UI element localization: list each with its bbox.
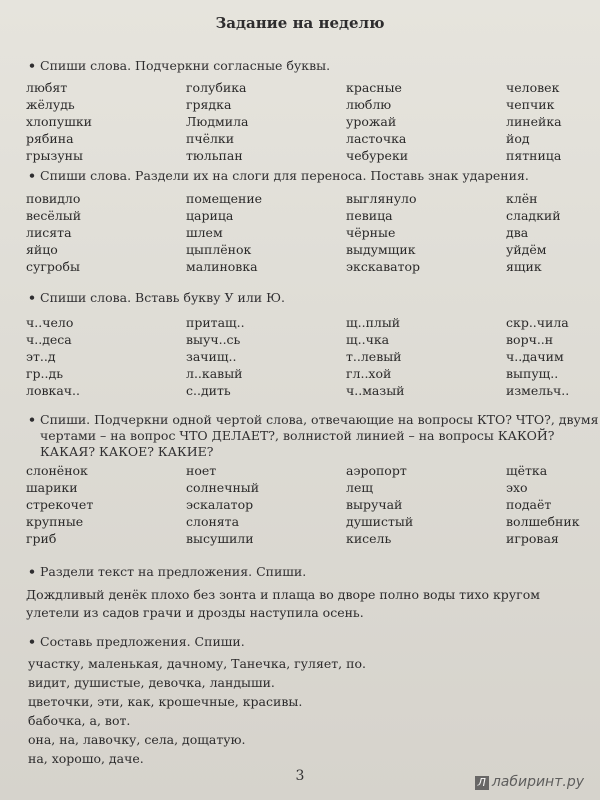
word: аэропорт xyxy=(346,463,407,478)
word: кисель xyxy=(346,531,392,546)
word: зачищ.. xyxy=(186,349,237,364)
word-column xyxy=(506,79,600,164)
word: ворч..н xyxy=(506,332,554,347)
word: грызуны xyxy=(26,148,83,163)
word: подаёт xyxy=(506,497,552,512)
word-column xyxy=(186,462,346,547)
word: с..дить xyxy=(186,383,231,398)
word: ч..мазый xyxy=(346,383,405,398)
word: слонёнок xyxy=(26,463,88,478)
word: слонята xyxy=(186,514,240,529)
word: скр..чила xyxy=(506,315,569,330)
labirint-logo-icon: Л xyxy=(475,776,489,790)
word: люблю xyxy=(346,97,392,112)
word: лисята xyxy=(26,225,72,240)
word: т..левый xyxy=(346,349,402,364)
task-2-instruction: • Спиши слова. Раздели их на слоги для переноса. Поставь знак ударения. xyxy=(28,168,529,183)
word: ласточка xyxy=(346,131,407,146)
word: выдумщик xyxy=(346,242,416,257)
word: красные xyxy=(346,80,402,95)
word: пятница xyxy=(506,148,562,163)
word: ноет xyxy=(186,463,217,478)
word: чепчик xyxy=(506,97,555,112)
word-column xyxy=(346,190,506,275)
word: малиновка xyxy=(186,259,258,274)
text-line: улетели из садов грачи и дрозды наступила осень. xyxy=(26,605,364,620)
task-5-instruction: • Раздели текст на предложения. Спиши. xyxy=(28,564,307,579)
word: притащ.. xyxy=(186,315,245,330)
word: ящик xyxy=(506,259,542,274)
word: душистый xyxy=(346,514,414,529)
word: Людмила xyxy=(186,114,249,129)
task-4-instruction-line-2: чертами – на вопрос ЧТО ДЕЛАЕТ?, волнистой линией – на вопросы КАКОЙ? xyxy=(40,428,555,443)
word: эт..д xyxy=(26,349,56,364)
sentence-line: на, хорошо, даче. xyxy=(28,751,144,766)
word-column xyxy=(26,462,186,547)
page-number: 3 xyxy=(295,768,305,784)
word: волшебник xyxy=(506,514,580,529)
word: ч..дачим xyxy=(506,349,564,364)
text-line: Дождливый денёк плохо без зонта и плаща во дворе полно воды тихо кругом xyxy=(26,587,540,602)
task-5-label: Раздели текст на предложения. Спиши. xyxy=(40,564,307,579)
word: высушили xyxy=(186,531,254,546)
word: яйцо xyxy=(26,242,58,257)
word: пчёлки xyxy=(186,131,235,146)
word: сугробы xyxy=(26,259,80,274)
word: эскалатор xyxy=(186,497,254,512)
word: выпущ.. xyxy=(506,366,559,381)
sentence-line: видит, душистые, девочка, ландыши. xyxy=(28,675,275,690)
word: тюльпан xyxy=(186,148,243,163)
word-column xyxy=(346,79,506,164)
task-4-label-line-1: Спиши. Подчеркни одной чертой слова, отвечающие на вопросы КТО? ЧТО?, двумя xyxy=(40,412,599,427)
task-2-label: Спиши слова. Раздели их на слоги для переноса. Поставь знак ударения. xyxy=(40,168,529,183)
word: повидло xyxy=(26,191,81,206)
task-1-word-grid xyxy=(26,79,586,164)
word: царица xyxy=(186,208,234,223)
word: лещ xyxy=(346,480,373,495)
word: жёлудь xyxy=(26,97,75,112)
task-4-word-grid xyxy=(26,462,586,547)
word: голубика xyxy=(186,80,247,95)
word: ловкач.. xyxy=(26,383,80,398)
word: шарики xyxy=(26,480,78,495)
word: гр..дь xyxy=(26,366,63,381)
word: л..кавый xyxy=(186,366,243,381)
word: ч..чело xyxy=(26,315,74,330)
word-column xyxy=(26,79,186,164)
task-3-instruction: • Спиши слова. Вставь букву У или Ю. xyxy=(28,290,285,305)
word: певица xyxy=(346,208,393,223)
sentence-line: участку, маленькая, дачному, Танечка, гуляет, по. xyxy=(28,656,366,671)
word-column xyxy=(346,462,506,547)
word: урожай xyxy=(346,114,397,129)
word-column xyxy=(186,314,346,399)
sentence-line: цветочки, эти, как, крошечные, красивы. xyxy=(28,694,303,709)
word: хлопушки xyxy=(26,114,92,129)
word: измельч.. xyxy=(506,383,570,398)
word: сладкий xyxy=(506,208,561,223)
task-1-label: Спиши слова. Подчеркни согласные буквы. xyxy=(40,58,331,73)
word-column xyxy=(186,190,346,275)
word: цыплёнок xyxy=(186,242,252,257)
word: грядка xyxy=(186,97,232,112)
task-4-instruction-line-3: КАКАЯ? КАКОЕ? КАКИЕ? xyxy=(40,444,214,459)
word: щ..плый xyxy=(346,315,401,330)
word-column xyxy=(186,79,346,164)
word: эхо xyxy=(506,480,528,495)
word: чебуреки xyxy=(346,148,409,163)
page-title: Задание на неделю xyxy=(215,14,385,32)
word: уйдём xyxy=(506,242,547,257)
watermark xyxy=(475,774,584,790)
word-column xyxy=(506,190,600,275)
word: выручай xyxy=(346,497,403,512)
word: гриб xyxy=(26,531,57,546)
word: крупные xyxy=(26,514,84,529)
task-3-label: Спиши слова. Вставь букву У или Ю. xyxy=(40,290,285,305)
word: гл..хой xyxy=(346,366,392,381)
task-6-instruction: • Составь предложения. Спиши. xyxy=(28,634,245,649)
word: йод xyxy=(506,131,530,146)
word: клён xyxy=(506,191,538,206)
word-column xyxy=(506,314,600,399)
task-5-text xyxy=(26,586,586,622)
word: человек xyxy=(506,80,560,95)
word: экскаватор xyxy=(346,259,421,274)
word-column xyxy=(506,462,600,547)
word: солнечный xyxy=(186,480,260,495)
word: чёрные xyxy=(346,225,396,240)
word: помещение xyxy=(186,191,263,206)
sentence-line: бабочка, а, вот. xyxy=(28,713,131,728)
word: весёлый xyxy=(26,208,82,223)
task-6-label: Составь предложения. Спиши. xyxy=(40,634,245,649)
word: щ..чка xyxy=(346,332,390,347)
word: ч..деса xyxy=(26,332,72,347)
word: щётка xyxy=(506,463,548,478)
word-column xyxy=(346,314,506,399)
word: стрекочет xyxy=(26,497,94,512)
task-1-instruction: • Спиши слова. Подчеркни согласные буквы. xyxy=(28,58,331,73)
word: линейка xyxy=(506,114,562,129)
word: выглянуло xyxy=(346,191,417,206)
word-column xyxy=(26,190,186,275)
word: игровая xyxy=(506,531,559,546)
word: рябина xyxy=(26,131,74,146)
word: шлем xyxy=(186,225,223,240)
watermark-text: лабиринт.ру xyxy=(491,774,584,790)
word: выуч..сь xyxy=(186,332,241,347)
task-2-word-grid xyxy=(26,190,586,275)
sentence-line: она, на, лавочку, села, дощатую. xyxy=(28,732,246,747)
word: любят xyxy=(26,80,68,95)
task-3-word-grid xyxy=(26,314,586,399)
word-column xyxy=(26,314,186,399)
word: два xyxy=(506,225,529,240)
task-4-instruction: • Спиши. Подчеркни одной чертой слова, отвечающие на вопросы КТО? ЧТО?, двумя xyxy=(28,412,599,427)
